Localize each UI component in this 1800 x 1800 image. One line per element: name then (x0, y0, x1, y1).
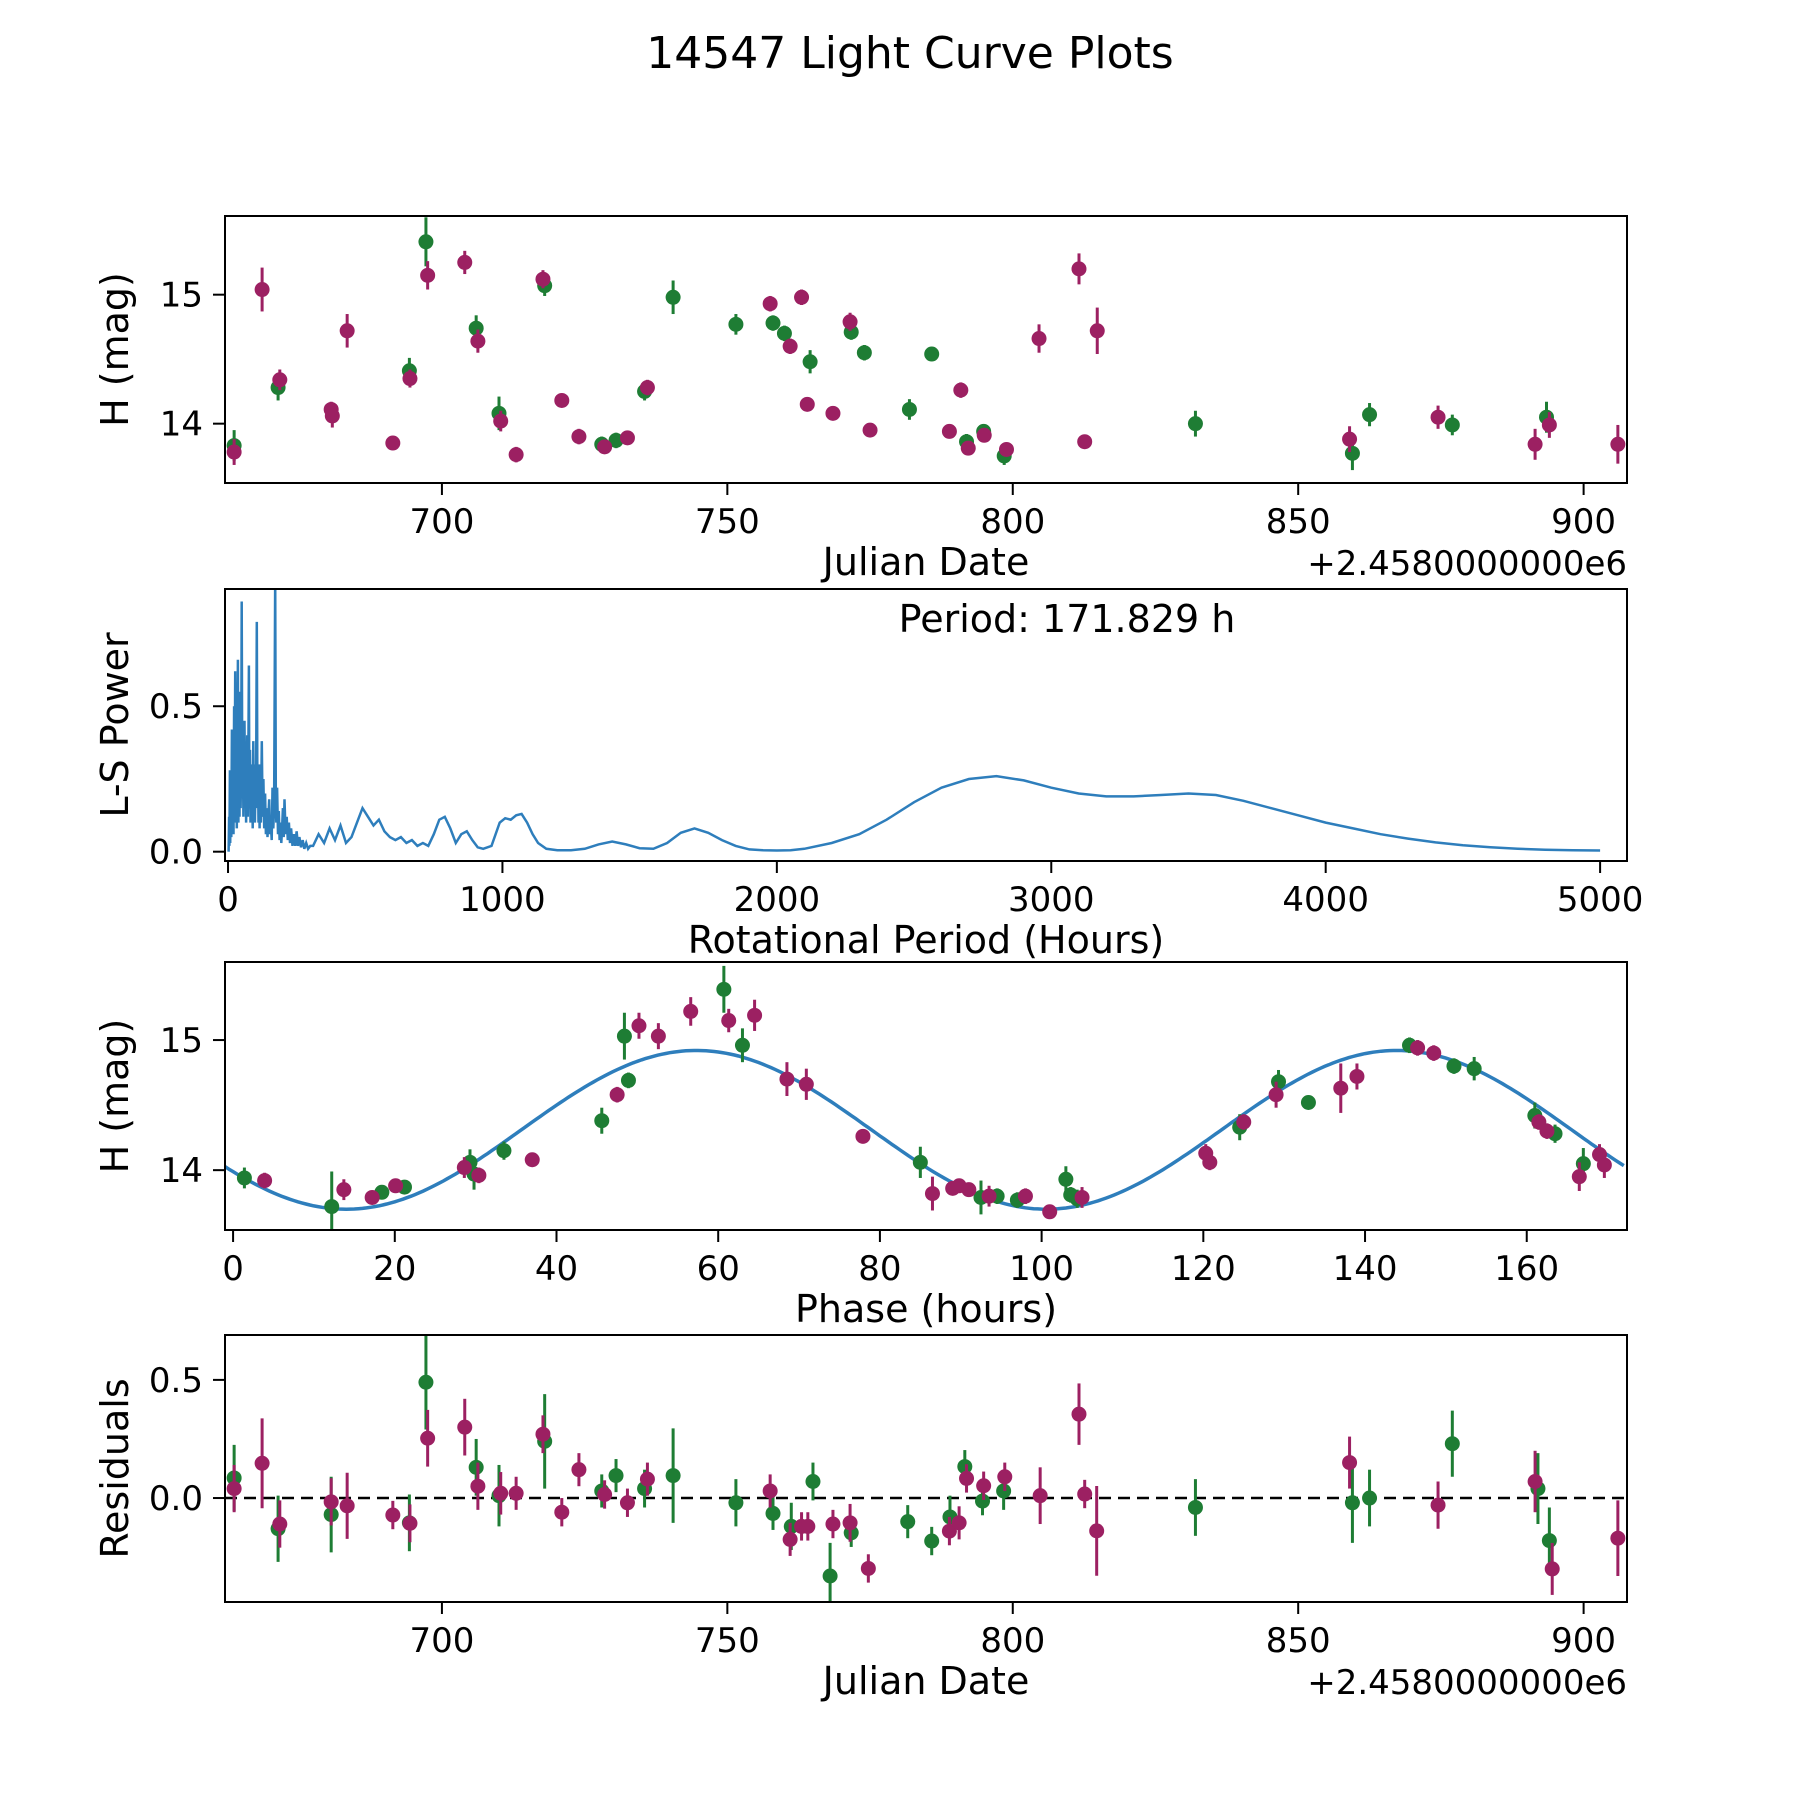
data-point (340, 1498, 355, 1513)
data-point (1071, 1407, 1086, 1422)
y-tick-label: 0.5 (148, 687, 203, 728)
data-point (469, 1460, 484, 1475)
jd_lightcurve-band-green (227, 217, 1554, 470)
data-point (666, 1468, 681, 1483)
data-point (1362, 1491, 1377, 1506)
x-tick-label: 750 (694, 502, 760, 542)
data-point (1269, 1087, 1284, 1102)
data-point (1202, 1155, 1217, 1170)
y-tick-label: 14 (159, 1151, 203, 1192)
data-point (597, 1487, 612, 1502)
x-tick-label: 160 (1494, 1249, 1560, 1289)
data-point (385, 436, 400, 451)
y-tick-label: 0.0 (148, 1479, 203, 1520)
data-point (799, 1077, 814, 1092)
x-tick-label: 80 (858, 1249, 902, 1289)
data-point (1033, 1488, 1048, 1503)
data-point (1342, 1455, 1357, 1470)
data-point (471, 1168, 486, 1183)
data-point (420, 268, 435, 283)
data-point (420, 1431, 435, 1446)
data-point (227, 1481, 242, 1496)
data-point (843, 1515, 858, 1530)
x-tick-label: 120 (1170, 1249, 1236, 1289)
data-point (1610, 1531, 1625, 1546)
data-point (1431, 410, 1446, 425)
x-tick-label: 850 (1265, 502, 1331, 542)
data-point (721, 1013, 736, 1028)
x-axis-label: Julian Date (822, 540, 1030, 584)
x-tick-label: 20 (373, 1249, 417, 1289)
data-point (825, 406, 840, 421)
x-tick-label: 2000 (733, 880, 821, 920)
subplot-phase_curve (93, 962, 1627, 1331)
data-point (803, 354, 818, 369)
x-tick-label: 0 (222, 1249, 244, 1289)
data-point (597, 439, 612, 454)
data-point (779, 1072, 794, 1087)
data-point (997, 1469, 1012, 1484)
data-point (340, 323, 355, 338)
residuals-content (225, 1335, 1627, 1609)
data-point (640, 380, 655, 395)
data-point (272, 372, 287, 387)
subplot-jd_lightcurve (93, 216, 1627, 584)
data-point (620, 430, 635, 445)
data-point (402, 371, 417, 386)
data-point (365, 1190, 380, 1205)
x-tick-label: 5000 (1556, 880, 1644, 920)
data-point (1090, 323, 1105, 338)
data-point (735, 1038, 750, 1053)
data-point (1349, 1069, 1364, 1084)
data-point (900, 1514, 915, 1529)
x-tick-label: 800 (980, 1621, 1046, 1661)
data-point (609, 1468, 624, 1483)
data-point (1342, 432, 1357, 447)
x-offset-label: +2.4580000000e6 (1307, 1663, 1627, 1703)
phase_curve-content (225, 966, 1624, 1242)
data-point (418, 1375, 433, 1390)
data-point (631, 1018, 646, 1033)
data-point (783, 339, 798, 354)
data-point (402, 1516, 417, 1531)
x-tick-label: 900 (1551, 1621, 1617, 1661)
data-point (324, 1199, 339, 1214)
data-point (257, 1173, 272, 1188)
y-axis-label: H (mag) (93, 272, 137, 427)
x-tick-label: 40 (534, 1249, 579, 1289)
data-point (1528, 437, 1543, 452)
data-point (766, 1506, 781, 1521)
x-tick-label: 60 (696, 1249, 740, 1289)
data-point (1333, 1081, 1348, 1096)
data-point (1528, 1474, 1543, 1489)
data-point (924, 1534, 939, 1549)
data-point (763, 1483, 778, 1498)
data-point (470, 1479, 485, 1494)
data-point (961, 441, 976, 456)
data-point (535, 1427, 550, 1442)
x-axis-label: Julian Date (822, 1659, 1030, 1703)
data-point (255, 282, 270, 297)
data-point (925, 1186, 940, 1201)
data-point (457, 1420, 472, 1435)
data-point (763, 296, 778, 311)
data-point (620, 1495, 635, 1510)
data-point (651, 1029, 666, 1044)
data-point (794, 290, 809, 305)
data-point (457, 1160, 472, 1175)
data-point (1610, 437, 1625, 452)
data-point (1542, 1533, 1557, 1548)
data-point (1042, 1204, 1057, 1219)
x-tick-label: 0 (217, 880, 239, 920)
subplot-ls_periodogram (93, 575, 1643, 962)
data-point (1075, 1190, 1090, 1205)
x-tick-label: 900 (1551, 502, 1617, 542)
data-point (1077, 434, 1092, 449)
data-point (942, 424, 957, 439)
data-point (594, 1113, 609, 1128)
x-tick-label: 800 (980, 502, 1046, 542)
x-tick-label: 4000 (1282, 880, 1369, 920)
data-point (1077, 1487, 1092, 1502)
data-point (509, 447, 524, 462)
data-point (1446, 1059, 1461, 1074)
data-point (855, 1129, 870, 1144)
data-point (272, 1517, 287, 1532)
data-point (1071, 261, 1086, 276)
y-axis-label: H (mag) (93, 1018, 137, 1174)
data-point (783, 1532, 798, 1547)
y-tick-label: 0.0 (148, 832, 203, 873)
x-tick-label: 100 (1009, 1249, 1075, 1289)
data-point (683, 1004, 698, 1019)
data-point (509, 1486, 524, 1501)
data-point (716, 982, 731, 997)
data-point (1089, 1523, 1104, 1538)
x-offset-label: +2.4580000000e6 (1307, 544, 1627, 584)
data-point (1597, 1157, 1612, 1172)
period-annotation: Period: 171.829 h (898, 597, 1236, 641)
residuals-band-green (227, 1335, 1557, 1609)
y-tick-label: 14 (159, 404, 203, 445)
data-point (418, 234, 433, 249)
data-point (1467, 1061, 1482, 1076)
data-point (924, 347, 939, 362)
data-point (1545, 1561, 1560, 1576)
data-point (336, 1182, 351, 1197)
data-point (1236, 1115, 1251, 1130)
x-axis-label: Phase (hours) (794, 1287, 1058, 1331)
data-point (1445, 417, 1460, 432)
data-point (535, 272, 550, 287)
x-tick-label: 700 (409, 1621, 475, 1661)
x-tick-label: 140 (1332, 1249, 1398, 1289)
data-point (805, 1474, 820, 1489)
data-point (861, 1561, 876, 1576)
data-point (863, 423, 878, 438)
y-axis-label: Residuals (93, 1378, 137, 1559)
data-point (493, 414, 508, 429)
data-point (1426, 1046, 1441, 1061)
data-point (470, 334, 485, 349)
data-point (1301, 1095, 1316, 1110)
sine-fit-curve (225, 1051, 1624, 1210)
data-point (977, 428, 992, 443)
residuals-band-purple (227, 1383, 1626, 1594)
data-point (843, 314, 858, 329)
data-point (571, 429, 586, 444)
data-point (976, 1478, 991, 1493)
data-point (1362, 407, 1377, 422)
data-point (324, 1494, 339, 1509)
data-point (554, 393, 569, 408)
data-point (1572, 1169, 1587, 1184)
data-point (571, 1462, 586, 1477)
data-point (666, 290, 681, 305)
axes-spines (225, 1335, 1627, 1602)
data-point (747, 1008, 762, 1023)
data-point (457, 255, 472, 270)
x-tick-label: 750 (694, 1621, 760, 1661)
data-point (999, 442, 1014, 457)
data-point (728, 1495, 743, 1510)
data-point (621, 1073, 636, 1088)
data-point (825, 1517, 840, 1532)
data-point (961, 1182, 976, 1197)
data-point (766, 316, 781, 331)
data-point (617, 1029, 632, 1044)
phase_curve-band-green (237, 966, 1591, 1242)
phase_curve-band-purple (257, 997, 1612, 1219)
data-point (1058, 1172, 1073, 1187)
y-tick-label: 15 (159, 1021, 203, 1062)
data-point (610, 1087, 625, 1102)
x-tick-label: 700 (409, 502, 475, 542)
data-point (1188, 1500, 1203, 1515)
data-point (325, 408, 340, 423)
data-point (1410, 1040, 1425, 1055)
data-point (469, 321, 484, 336)
data-point (857, 345, 872, 360)
data-point (1431, 1498, 1446, 1513)
figure-title: 14547 Light Curve Plots (646, 28, 1174, 79)
data-point (1032, 331, 1047, 346)
data-point (959, 1471, 974, 1486)
data-point (640, 1472, 655, 1487)
data-point (1188, 416, 1203, 431)
data-point (1271, 1074, 1286, 1089)
data-point (227, 445, 242, 460)
data-point (1445, 1436, 1460, 1451)
data-point (982, 1189, 997, 1204)
data-point (385, 1508, 400, 1523)
data-point (800, 397, 815, 412)
data-point (496, 1143, 511, 1158)
subplot-residuals (93, 1335, 1627, 1703)
x-tick-label: 850 (1265, 1621, 1331, 1661)
data-point (823, 1569, 838, 1584)
data-point (237, 1170, 252, 1185)
data-point (1542, 417, 1557, 432)
data-point (1018, 1189, 1033, 1204)
data-point (388, 1178, 403, 1193)
jd_lightcurve-content (227, 217, 1626, 470)
y-tick-label: 15 (159, 275, 203, 316)
data-point (952, 1515, 967, 1530)
data-point (255, 1456, 270, 1471)
x-tick-label: 3000 (1008, 880, 1095, 920)
data-point (493, 1486, 508, 1501)
x-axis-label: Rotational Period (Hours) (687, 918, 1165, 962)
y-axis-label: L-S Power (93, 632, 137, 818)
data-point (1539, 1124, 1554, 1139)
y-tick-label: 0.5 (148, 1360, 203, 1401)
data-point (525, 1152, 540, 1167)
data-point (1345, 446, 1360, 461)
data-point (902, 402, 917, 417)
data-point (953, 383, 968, 398)
data-point (1345, 1495, 1360, 1510)
data-point (728, 317, 743, 332)
data-point (800, 1519, 815, 1534)
x-tick-label: 1000 (459, 880, 546, 920)
data-point (554, 1505, 569, 1520)
data-point (913, 1155, 928, 1170)
